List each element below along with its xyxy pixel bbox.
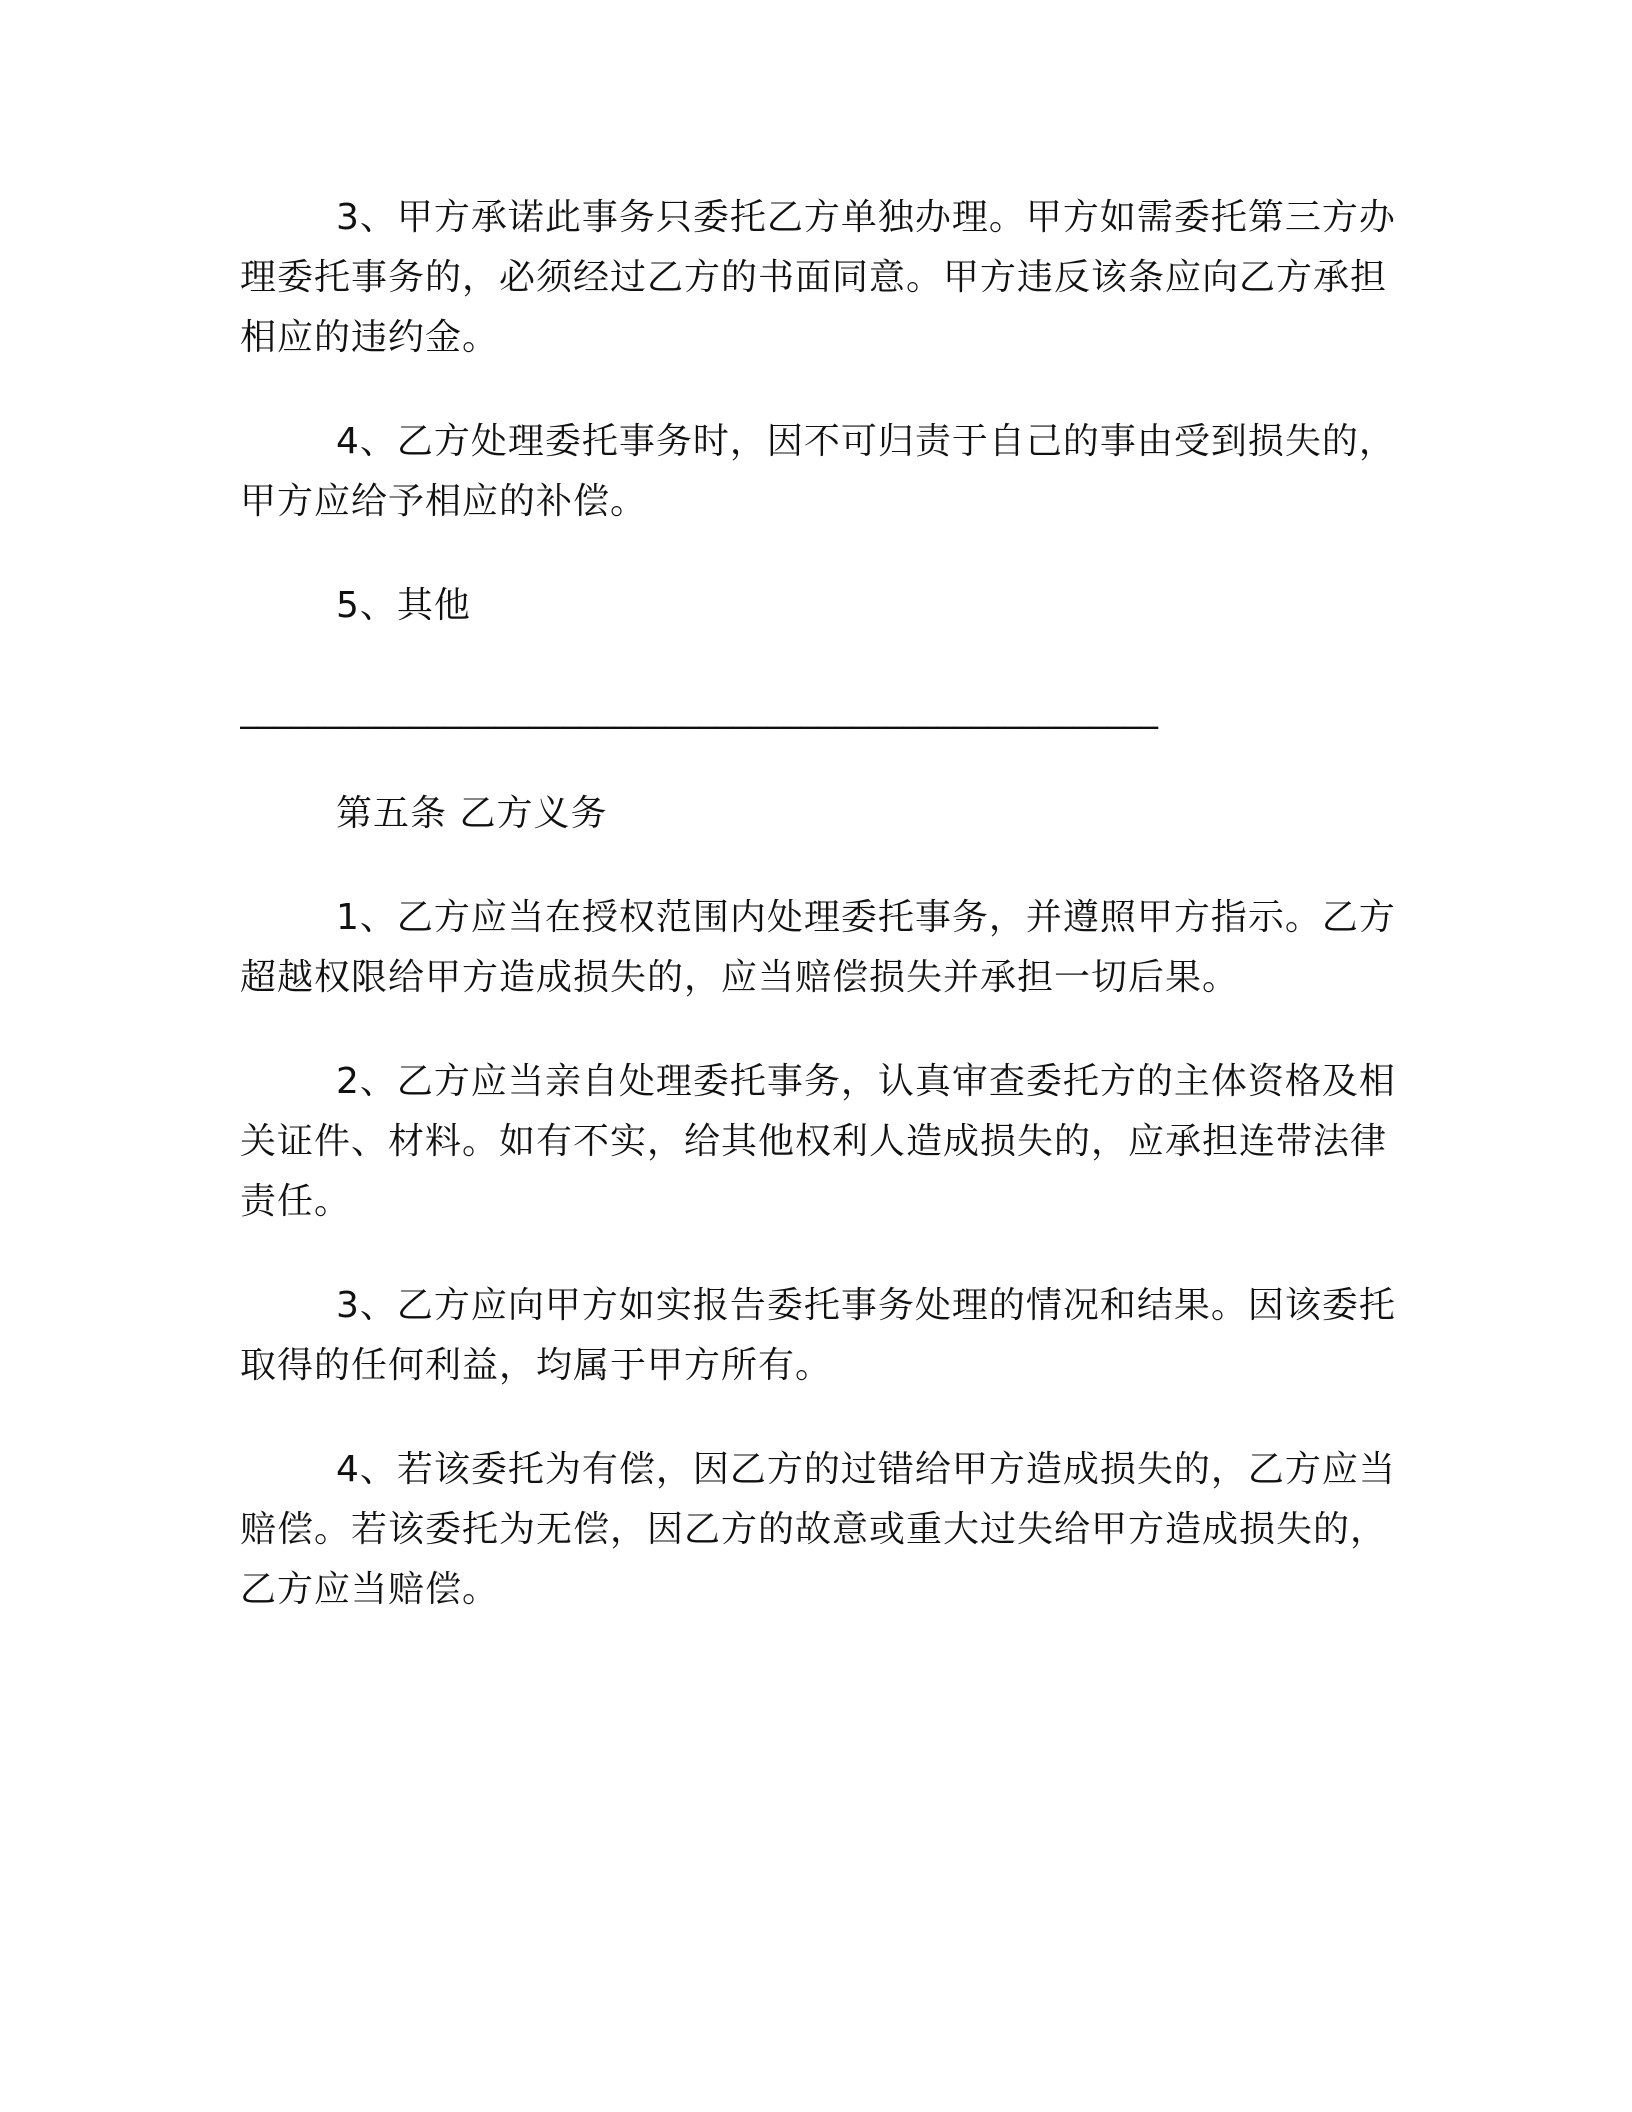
- clause-5-item-1: 1、乙方应当在授权范围内处理委托事务，并遵照甲方指示。乙方超越权限给甲方造成损失的，应当赔偿损失并承担一切后果。: [240, 897, 1396, 998]
- section-heading: 第五条 乙方义务: [336, 793, 608, 834]
- clause-5-item-4: 4、若该委托为有偿，因乙方的过错给甲方造成损失的，乙方应当赔偿。若该委托为无偿，因乙方的故意或重大过失给甲方造成损失的，乙方应当赔偿。: [240, 1449, 1396, 1610]
- clause-5-item-3: 3、乙方应向甲方如实报告委托事务处理的情况和结果。因该委托取得的任何利益，均属于甲方所有。: [240, 1285, 1396, 1386]
- clause-4-item-3: 3、甲方承诺此事务只委托乙方单独办理。甲方如需委托第三方办理委托事务的，必须经过乙方的书面同意。甲方违反该条应向乙方承担相应的违约金。: [240, 197, 1396, 358]
- fill-in-blank-line: ______________________________________________________: [240, 690, 1158, 730]
- clause-4-item-5: 5、其他: [336, 585, 471, 626]
- clause-5-item-2: 2、乙方应当亲自处理委托事务，认真审查委托方的主体资格及相关证件、材料。如有不实，给其他权利人造成损失的，应承担连带法律责任。: [240, 1061, 1396, 1222]
- document-body: [240, 188, 1400, 1664]
- clause-4-item-4: 4、乙方处理委托事务时，因不可归责于自己的事由受到损失的，甲方应给予相应的补偿。: [240, 421, 1396, 522]
